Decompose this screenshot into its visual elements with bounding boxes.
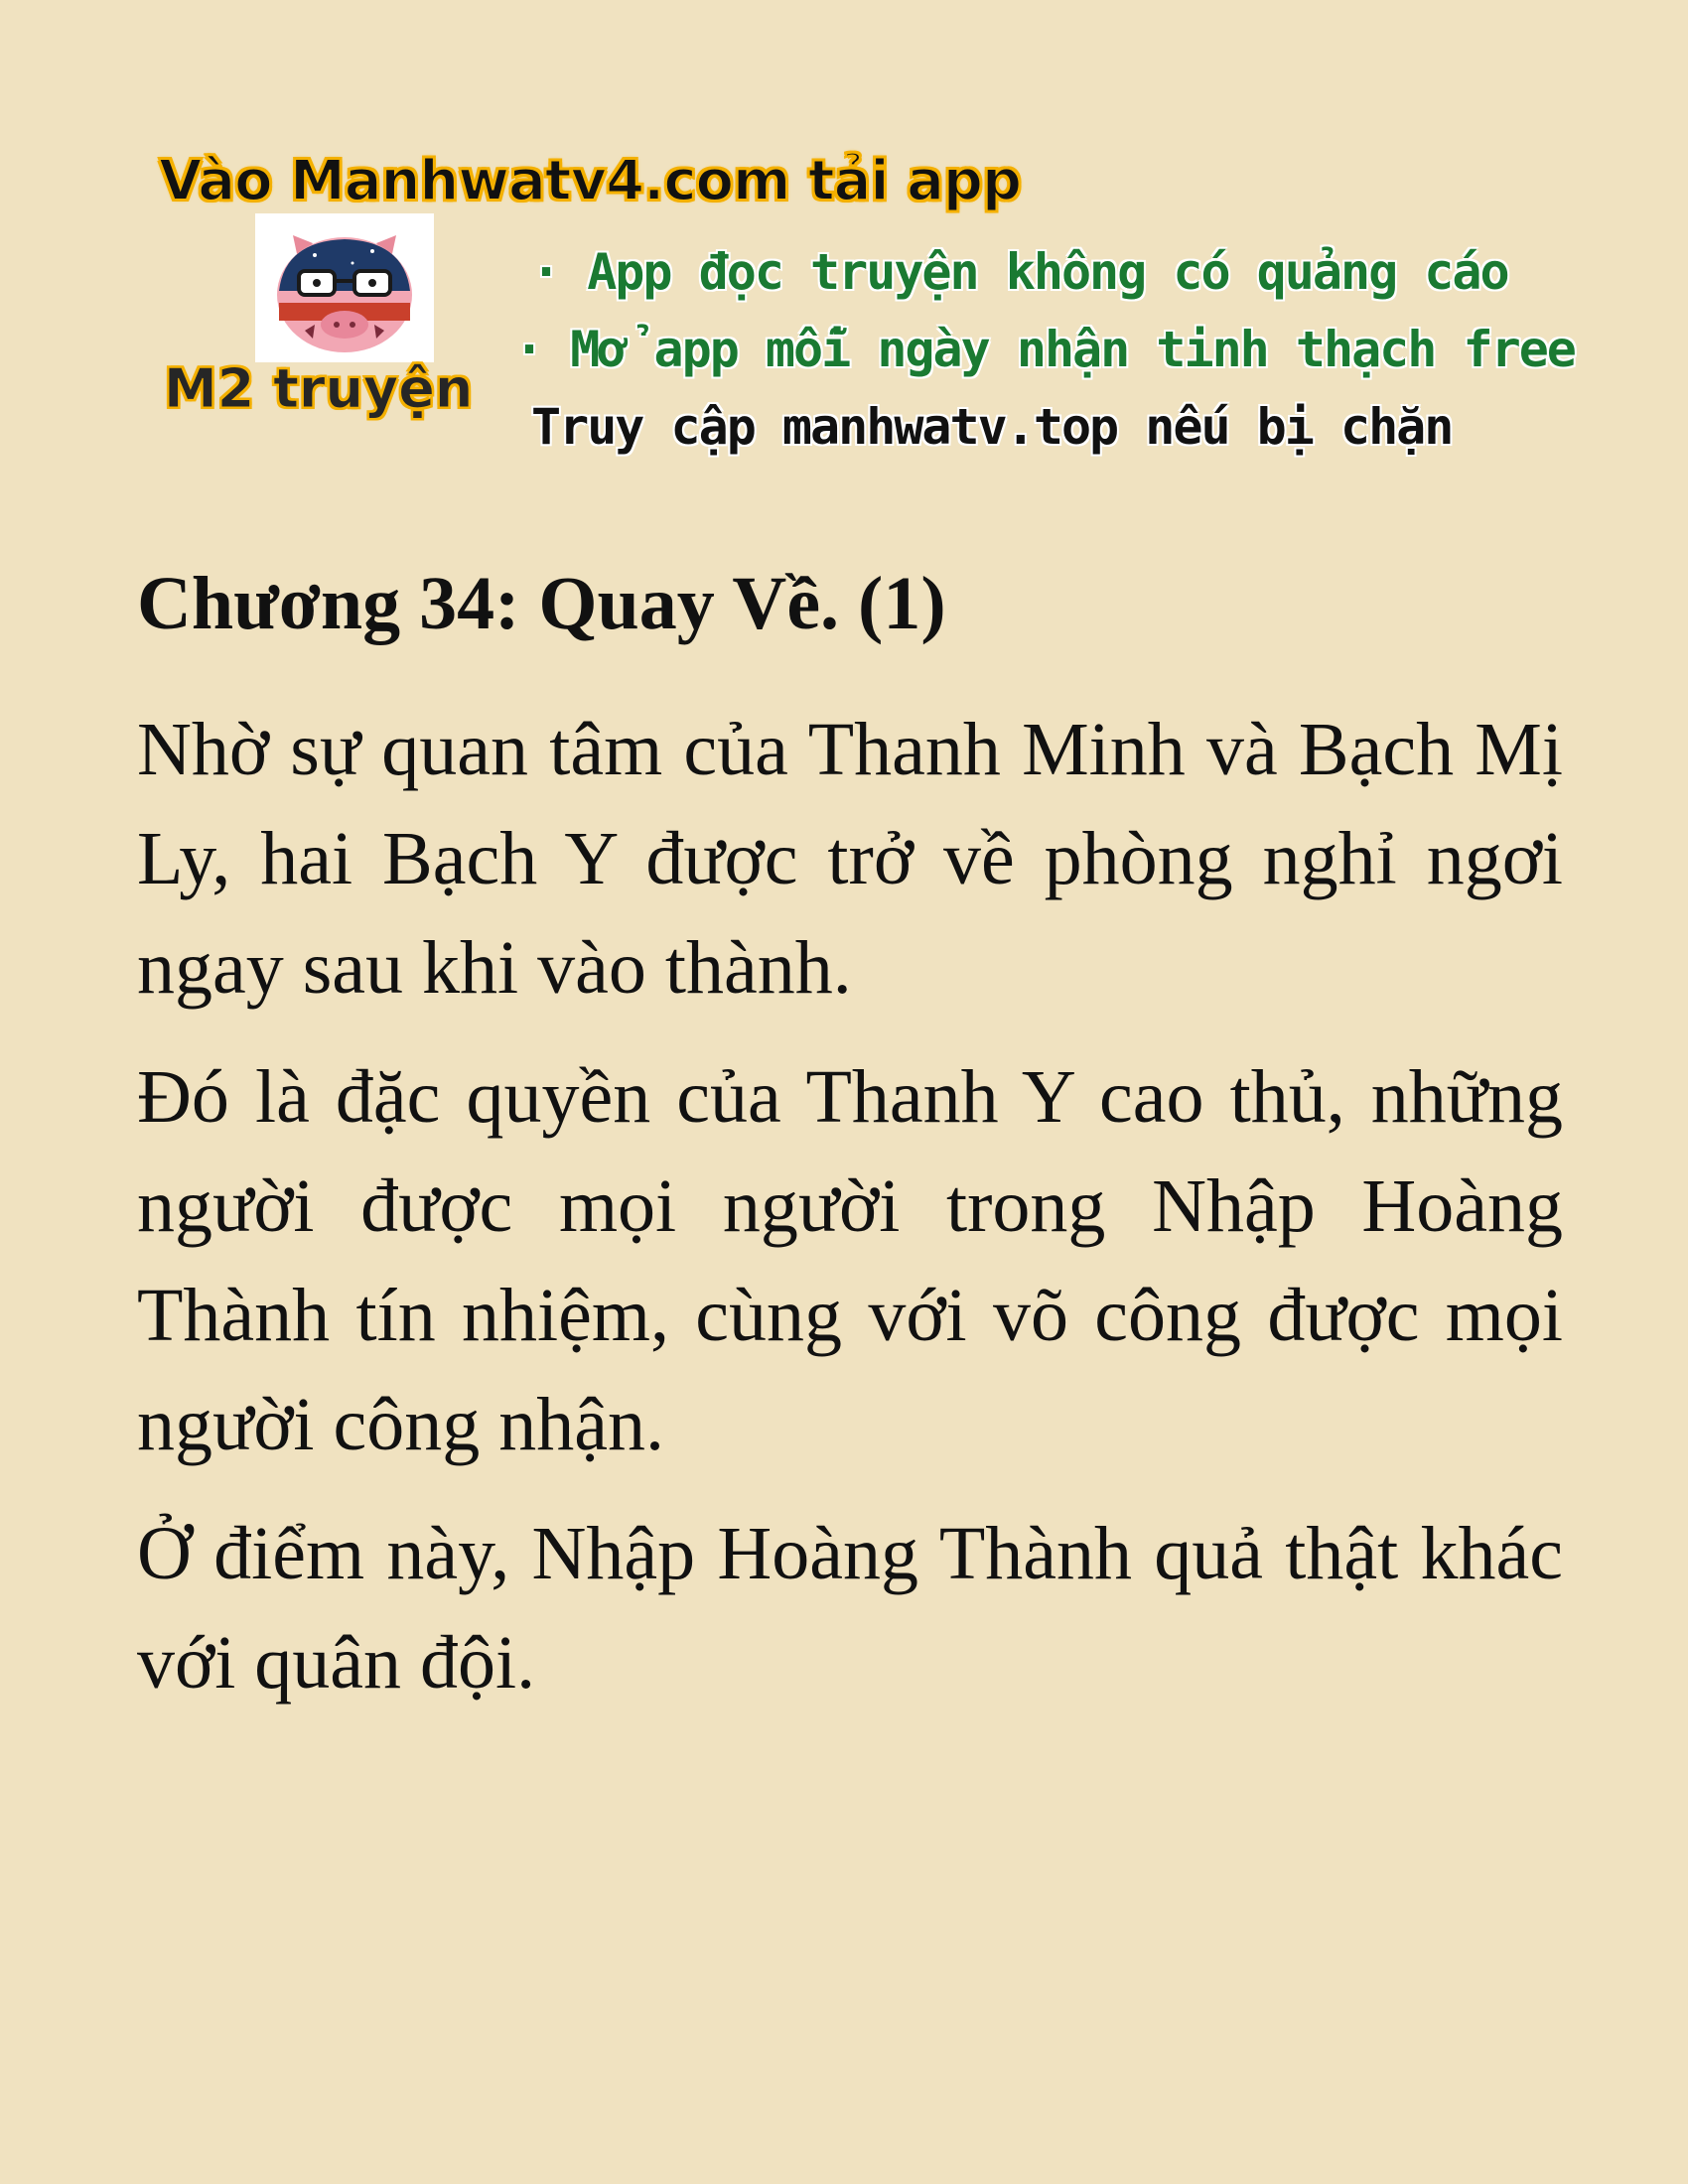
paragraph: Đó là đặc quyền của Thanh Y cao thủ, những người được mọi người trong Nhập Hoàng Thành tín nhiệm, cùng với võ công được mọi người công nhận. [137,1055,1563,1466]
chapter-title: Chương 34: Quay Về. (1) [137,562,946,645]
promo-banner[interactable] [0,0,1688,496]
chapter-content [137,695,1563,1737]
paragraph: Ở điểm này, Nhập Hoàng Thành quả thật khác với quân đội. [137,1512,1563,1705]
pig-mascot-icon [255,213,434,362]
brand-name: M2 truyện [164,357,474,420]
promo-line-no-ads: · App đọc truyện không có quảng cáo [531,243,1508,301]
paragraph: Nhờ sự quan tâm của Thanh Minh và Bạch Mị Ly, hai Bạch Y được trở về phòng nghỉ ngơi ngay sau khi vào thành. [137,708,1563,1010]
banner-title[interactable]: Vào Manhwatv4.com tải app [159,149,1022,213]
promo-line-mirror-site: Truy cập manhwatv.top nếu bị chặn [531,398,1453,456]
promo-line-daily-reward: · Mở app mỗi ngày nhận tinh thạch free [514,321,1575,378]
